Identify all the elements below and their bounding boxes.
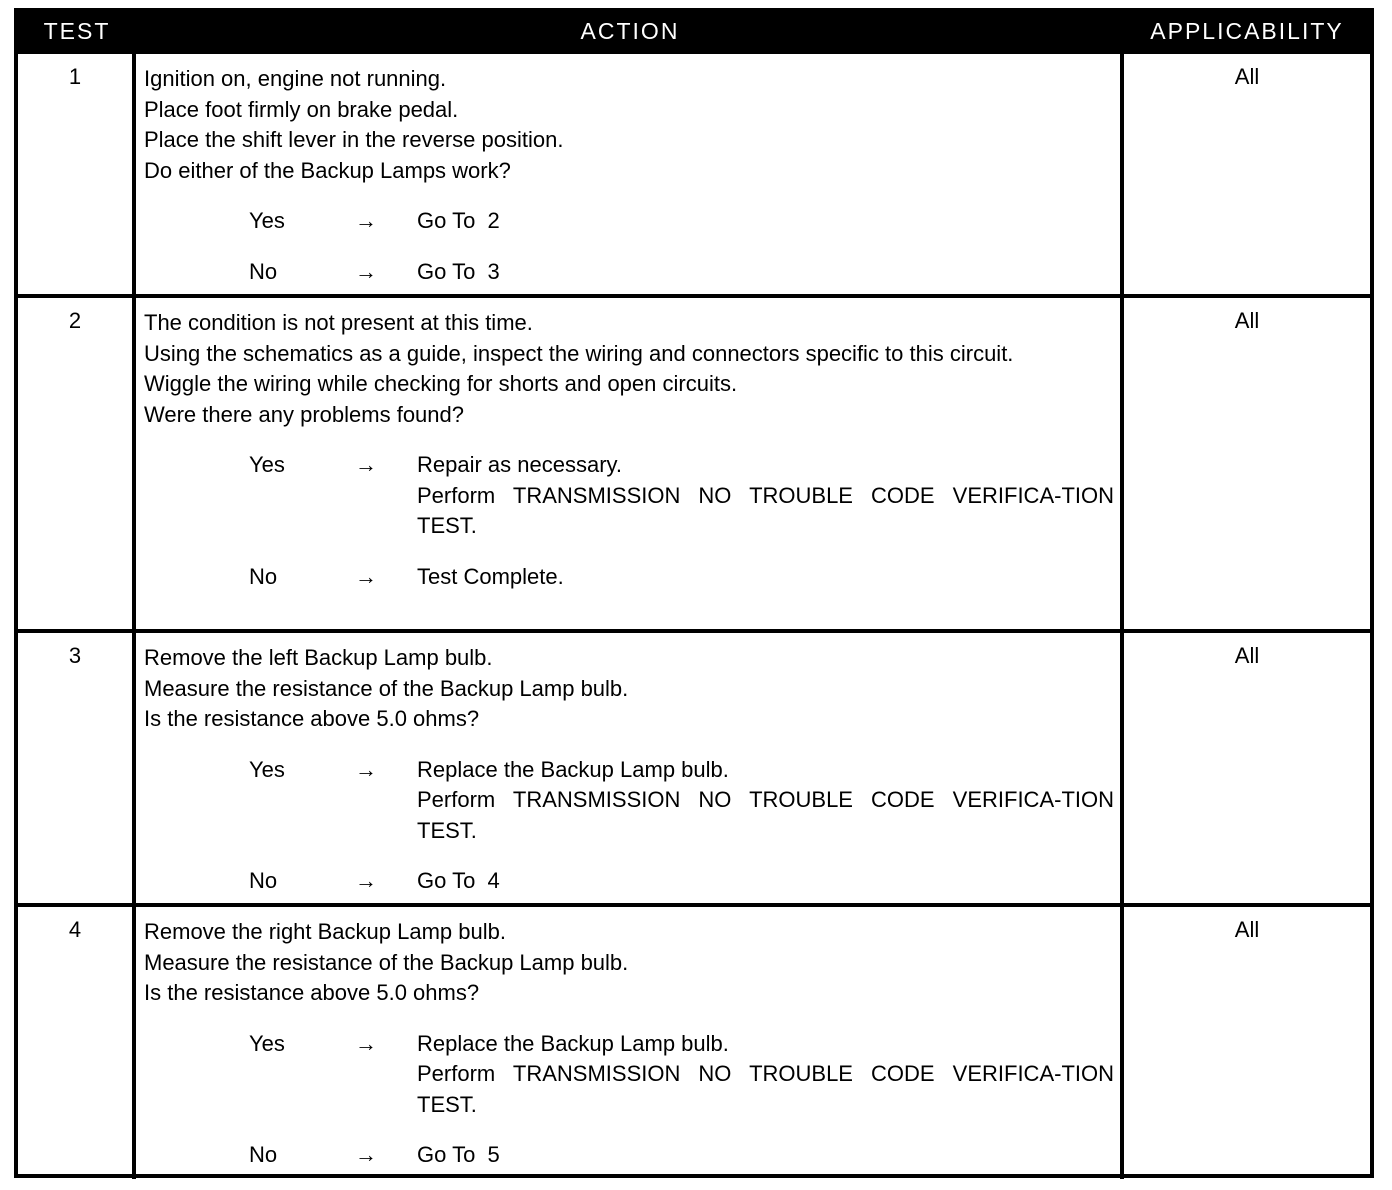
- no-response: [144, 866, 1114, 897]
- action-line: Place foot firmly on brake pedal.: [144, 96, 459, 122]
- test-number: 4: [18, 903, 136, 1179]
- response-text: Repair as necessary.: [417, 452, 623, 477]
- action-line: Remove the right Backup Lamp bulb.: [144, 919, 506, 944]
- header-test: TEST: [18, 12, 136, 50]
- no-label: No: [249, 1142, 278, 1167]
- response-text: Go To 3: [417, 258, 500, 284]
- applicability-value: All: [1124, 629, 1370, 903]
- action-line: The condition is not present at this time.: [144, 310, 533, 335]
- arrow-icon: →: [355, 258, 377, 284]
- test-number: 1: [18, 50, 136, 294]
- arrow-icon: →: [355, 208, 377, 233]
- action-cell: [136, 903, 1124, 1179]
- no-response: [144, 1140, 1114, 1171]
- no-label: No: [249, 563, 278, 589]
- action-line: Were there any problems found?: [144, 401, 464, 427]
- arrow-icon: →: [355, 1030, 377, 1056]
- response-text: Test Complete.: [417, 563, 564, 589]
- action-line: Do either of the Backup Lamps work?: [144, 157, 511, 183]
- diagnostic-test-table: [14, 8, 1374, 1178]
- yes-response: [144, 206, 1114, 237]
- arrow-icon: →: [355, 452, 377, 477]
- action-line: Ignition on, engine not running.: [144, 66, 447, 91]
- no-label: No: [249, 258, 278, 284]
- no-response: [144, 257, 1114, 288]
- test-number: 3: [18, 629, 136, 903]
- test-number: 2: [18, 294, 136, 629]
- action-line: Is the resistance above 5.0 ohms?: [144, 980, 480, 1005]
- yes-label: Yes: [249, 1030, 285, 1056]
- arrow-icon: →: [355, 1142, 377, 1167]
- response-text: Go To 2: [417, 208, 500, 233]
- response-text: Replace the Backup Lamp bulb.: [417, 1030, 729, 1056]
- action-line: Remove the left Backup Lamp bulb.: [144, 645, 493, 670]
- response-text: Replace the Backup Lamp bulb.: [417, 756, 729, 782]
- yes-response: [144, 450, 1114, 542]
- response-text: Perform TRANSMISSION NO TROUBLE CODE VERIFICA-TION TEST.: [417, 787, 1114, 843]
- action-line: Measure the resistance of the Backup Lamp bulb.: [144, 675, 629, 701]
- response-text: Perform TRANSMISSION NO TROUBLE CODE VERIFICA-TION TEST.: [417, 1061, 1114, 1117]
- arrow-icon: →: [355, 756, 377, 782]
- applicability-value: All: [1124, 294, 1370, 629]
- action-line: Place the shift lever in the reverse position.: [144, 127, 564, 152]
- applicability-value: All: [1124, 50, 1370, 294]
- yes-label: Yes: [249, 208, 285, 233]
- yes-response: [144, 755, 1114, 847]
- yes-label: Yes: [249, 452, 285, 477]
- applicability-value: All: [1124, 903, 1370, 1179]
- yes-response: [144, 1029, 1114, 1121]
- header-applicability: APPLICABILITY: [1124, 12, 1370, 50]
- action-cell: [136, 50, 1124, 294]
- action-line: Wiggle the wiring while checking for shorts and open circuits.: [144, 371, 738, 396]
- response-text: Perform TRANSMISSION NO TROUBLE CODE VERIFICA-TION TEST.: [417, 482, 1114, 538]
- arrow-icon: →: [355, 868, 377, 893]
- response-text: Go To 5: [417, 1142, 500, 1167]
- action-line: Measure the resistance of the Backup Lamp bulb.: [144, 949, 629, 975]
- action-cell: [136, 294, 1124, 629]
- no-response: [144, 562, 1114, 593]
- yes-label: Yes: [249, 756, 285, 782]
- action-cell: [136, 629, 1124, 903]
- arrow-icon: →: [355, 563, 377, 589]
- no-label: No: [249, 868, 278, 893]
- header-action: ACTION: [136, 12, 1124, 50]
- response-text: Go To 4: [417, 868, 500, 893]
- action-line: Using the schematics as a guide, inspect the wiring and connectors specific to this circuit.: [144, 340, 1014, 366]
- action-line: Is the resistance above 5.0 ohms?: [144, 706, 480, 731]
